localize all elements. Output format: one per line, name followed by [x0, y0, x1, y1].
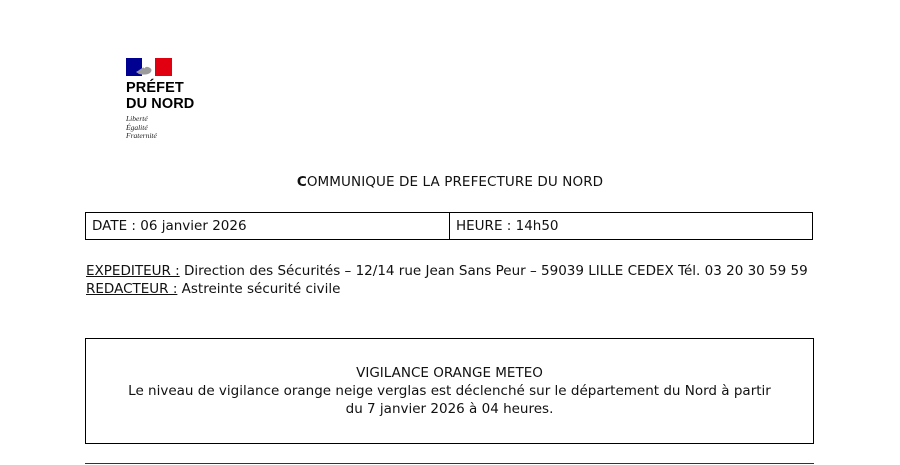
motto-egalite: Égalité — [126, 122, 148, 132]
communique-title — [0, 174, 900, 190]
title-rest: OMMUNIQUE DE LA PREFECTURE DU NORD — [306, 174, 604, 190]
vigilance-alert-box — [85, 338, 814, 444]
alert-line-1: Le niveau de vigilance orange neige verglas est déclenché sur le département du Nord à partir — [128, 383, 771, 399]
redacteur-label: REDACTEUR : — [86, 281, 178, 297]
expediteur-value: Direction des Sécurités – 12/14 rue Jean Sans Peur – 59039 LILLE CEDEX Tél. 03 20 30 59 59 — [179, 263, 808, 279]
motto-fraternite: Fraternité — [126, 131, 157, 140]
time-cell: HEURE : 14h50 — [456, 218, 559, 234]
bottom-divider — [85, 463, 814, 464]
logo-line-du-nord: DU NORD — [126, 96, 195, 112]
redacteur-value: Astreinte sécurité civile — [177, 281, 341, 297]
alert-line-2: du 7 janvier 2026 à 04 heures. — [345, 401, 554, 417]
expediteur-label: EXPEDITEUR : — [86, 263, 180, 279]
sender-block — [86, 262, 816, 298]
expediteur-line — [86, 262, 816, 280]
redacteur-line — [86, 280, 816, 298]
logo-line-prefet: PRÉFET — [126, 80, 184, 96]
title-first-letter: C — [296, 174, 307, 190]
date-time-table — [85, 212, 813, 240]
motto-liberte: Liberté — [126, 114, 148, 123]
date-cell: DATE : 06 janvier 2026 — [86, 213, 450, 239]
prefecture-logo — [126, 58, 194, 141]
marianne-flag-icon — [126, 58, 172, 76]
alert-heading: VIGILANCE ORANGE METEO — [356, 365, 543, 381]
